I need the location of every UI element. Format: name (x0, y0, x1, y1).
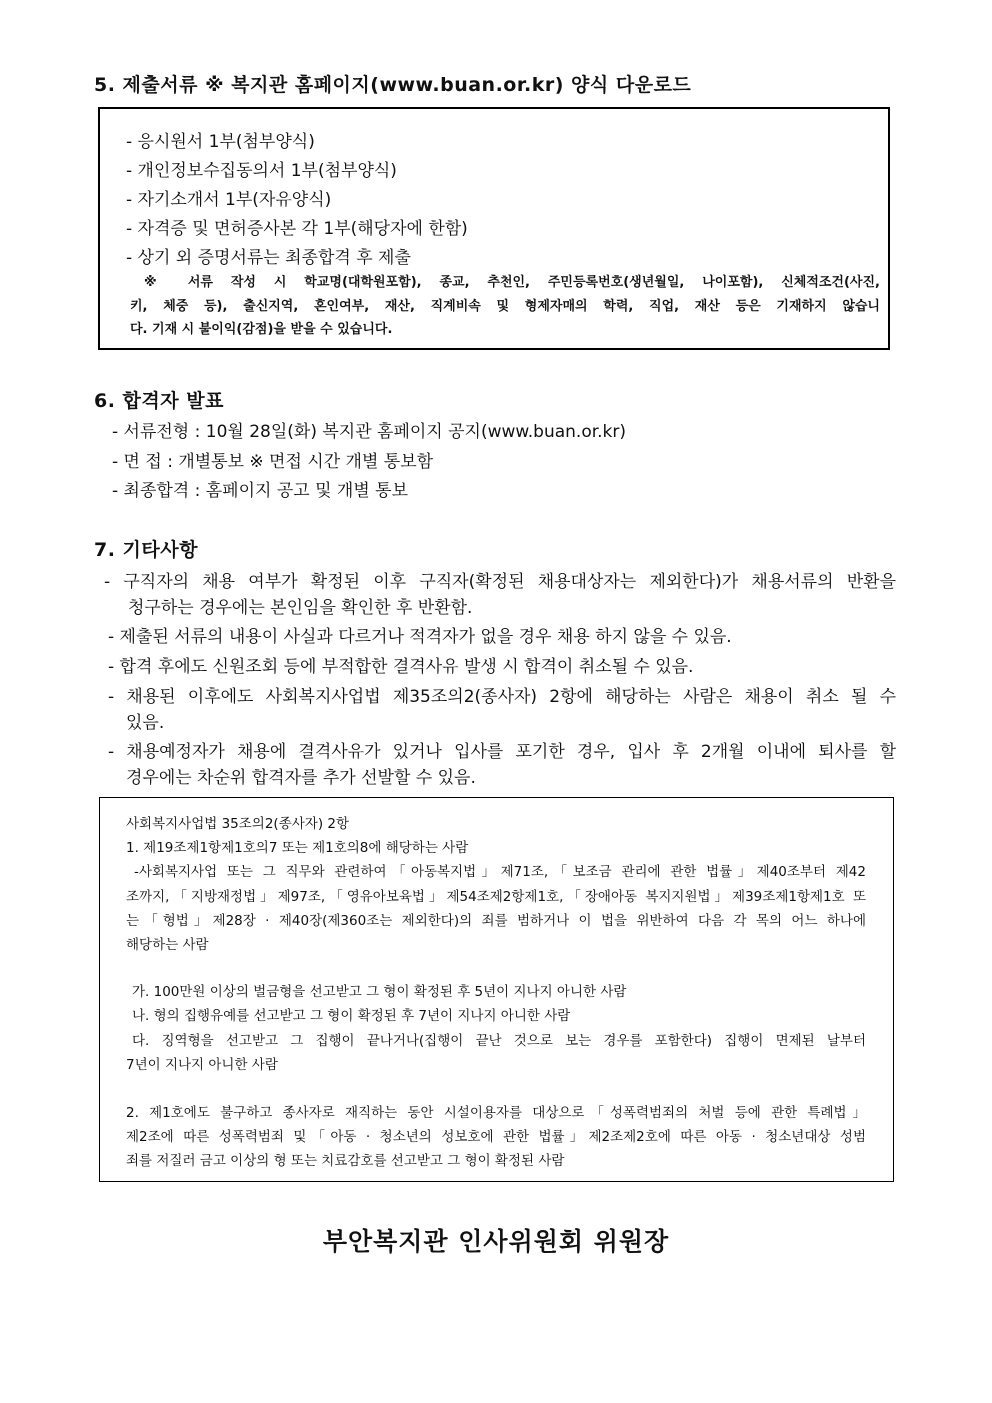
law-line: 다. 징역형을 선고받고 그 집행이 끝나거나(집행이 끝난 것으로 보는 경우를 포함한다) 집행이 면제된 날부터 (132, 1033, 866, 1049)
note-line: - 채용예정자가 채용에 결격사유가 있거나 입사를 포기한 경우, 입사 후 2개월 이내에 퇴사를 할 (108, 742, 896, 762)
note-line: 경우에는 차순위 합격자를 추가 선발할 수 있음. (126, 768, 476, 788)
document-note: ※ 서류 작성 시 학교명(대학원포함), 종교, 추천인, 주민등록번호(생년월일, 나이포함), 신체적조건(사진, (144, 275, 880, 290)
document-item: - 개인정보수집동의서 1부(첨부양식) (126, 161, 397, 181)
law-line: 나. 형의 집행유예를 선고받고 그 형이 확정된 후 7년이 지나지 아니한 사람 (132, 1008, 571, 1024)
documents-box (98, 107, 890, 350)
announcement-item: - 최종합격 : 홈페이지 공고 및 개별 통보 (112, 481, 409, 501)
law-line: 2. 제1호에도 불구하고 종사자로 재직하는 동안 시설이용자를 대상으로「성폭력범죄의 처벌 등에 관한 특례법」 (126, 1105, 866, 1121)
note-line: - 합격 후에도 신원조회 등에 부적합한 결격사유 발생 시 합격이 취소될 수 있음. (108, 657, 694, 677)
document-note: 다. 기재 시 불이익(감점)을 받을 수 있습니다. (130, 322, 393, 337)
section6-title: 6. 합격자 발표 (94, 390, 224, 412)
announcement-item: - 서류전형 : 10월 28일(화) 복지관 홈페이지 공지(www.buan.or.kr) (112, 422, 627, 442)
law-line: 조까지,「지방재정법」제97조,「영유아보육법」제54조제2항제1호,「장애아동 복지지원법」제39조제1항제1호 또 (126, 889, 866, 905)
law-excerpt-box (99, 797, 894, 1182)
section7-title: 7. 기타사항 (94, 539, 198, 561)
law-line: 가. 100만원 이상의 벌금형을 선고받고 그 형이 확정된 후 5년이 지나지 아니한 사람 (132, 984, 627, 1000)
note-line: - 구직자의 채용 여부가 확정된 이후 구직자(확정된 채용대상자는 제외한다)가 채용서류의 반환을 (104, 572, 896, 592)
law-line: 1. 제19조제1항제1호의7 또는 제1호의8에 해당하는 사람 (126, 840, 469, 856)
law-line: -사회복지사업 또는 그 직무와 관련하여「아동복지법」제71조,「보조금 관리에 관한 법률」제40조부터 제42 (134, 864, 866, 880)
committee-chair-signature: 부안복지관 인사위원회 위원장 (322, 1227, 670, 1256)
law-line: 는「형법」제28장 · 제40장(제360조는 제외한다)의 죄를 범하거나 이 법을 위반하여 다음 각 목의 어느 하나에 (126, 913, 866, 929)
section5-title: 5. 제출서류 ※ 복지관 홈페이지(www.buan.or.kr) 양식 다운로드 (94, 74, 692, 96)
law-line: 사회복지사업법 35조의2(종사자) 2항 (126, 816, 350, 832)
note-line: - 채용된 이후에도 사회복지사업법 제35조의2(종사자) 2항에 해당하는 사람은 채용이 취소 될 수 (108, 687, 896, 707)
law-line: 죄를 저질러 금고 이상의 형 또는 치료감호를 선고받고 그 형이 확정된 사람 (126, 1153, 565, 1169)
document-note: 키, 체중 등), 출신지역, 혼인여부, 재산, 직계비속 및 형제자매의 학력, 직업, 재산 등은 기재하지 않습니 (130, 299, 880, 314)
law-line: 제2조에 따른 성폭력범죄 및「아동 · 청소년의 성보호에 관한 법률」제2조제2호에 따른 아동 · 청소년대상 성범 (126, 1129, 866, 1145)
document-item: - 자격증 및 면허증사본 각 1부(해당자에 한함) (126, 219, 468, 239)
announcement-item: - 면 접 : 개별통보 ※ 면접 시간 개별 통보함 (112, 452, 434, 472)
law-line: 7년이 지나지 아니한 사람 (126, 1057, 278, 1073)
document-item: - 응시원서 1부(첨부양식) (126, 132, 315, 152)
document-item: - 상기 외 증명서류는 최종합격 후 제출 (126, 248, 411, 268)
note-line: 있음. (126, 713, 165, 733)
law-line: 해당하는 사람 (126, 937, 209, 953)
note-line: 청구하는 경우에는 본인임을 확인한 후 반환함. (128, 598, 473, 618)
note-line: - 제출된 서류의 내용이 사실과 다르거나 적격자가 없을 경우 채용 하지 않을 수 있음. (108, 627, 732, 647)
document-item: - 자기소개서 1부(자유양식) (126, 190, 332, 210)
